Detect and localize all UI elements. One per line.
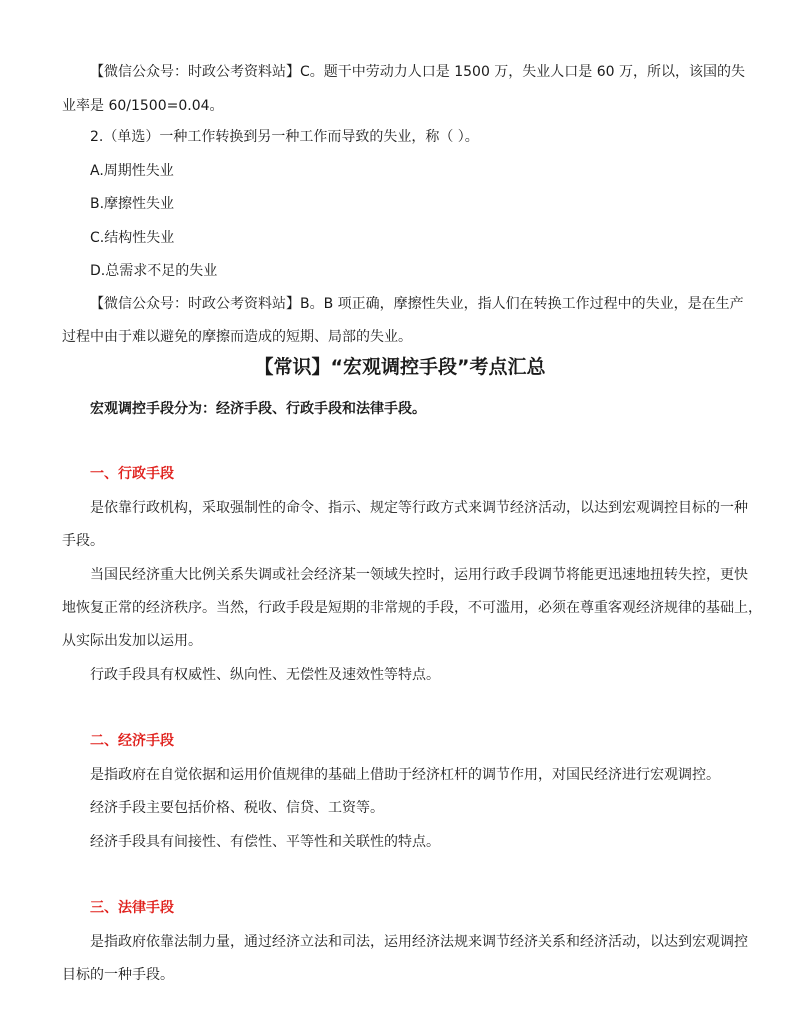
- section-3-heading: 三、法律手段: [90, 900, 174, 916]
- section-1-line-3: 当国民经济重大比例关系失调或社会经济某一领域失控时，运用行政手段调节将能更迅速地扭转失控，更快: [90, 567, 748, 583]
- q2-option-c: C.结构性失业: [90, 230, 175, 246]
- section-2-heading: 二、经济手段: [90, 733, 174, 749]
- section-3-line-1: 是指政府依靠法制力量，通过经济立法和司法，运用经济法规来调节经济关系和经济活动，以达到宏观调控: [90, 934, 748, 950]
- section-1-line-2: 手段。: [62, 533, 104, 549]
- section-2-line-3: 经济手段具有间接性、有偿性、平等性和关联性的特点。: [90, 834, 440, 850]
- section-1-line-6: 行政手段具有权威性、纵向性、无偿性及速效性等特点。: [90, 667, 440, 683]
- q2-answer-line-2: 过程中由于难以避免的摩擦而造成的短期、局部的失业。: [62, 329, 412, 345]
- section-1-line-5: 从实际出发加以运用。: [62, 633, 202, 649]
- section-3-line-2: 目标的一种手段。: [62, 967, 174, 983]
- q2-option-d: D.总需求不足的失业: [90, 263, 218, 279]
- page-title: 【常识】“宏观调控手段”考点汇总: [254, 356, 546, 378]
- q2-option-b: B.摩擦性失业: [90, 196, 175, 212]
- section-1-line-4: 地恢复正常的经济秩序。当然，行政手段是短期的非常规的手段，不可滥用，必须在尊重客观经济规律的基础上，: [62, 600, 762, 616]
- q2-stem: 2.（单选）一种工作转换到另一种工作而导致的失业，称（ ）。: [90, 129, 479, 145]
- section-2-line-1: 是指政府在自觉依据和运用价值规律的基础上借助于经济杠杆的调节作用，对国民经济进行宏观调控。: [90, 767, 720, 783]
- section-1-line-1: 是依靠行政机构，采取强制性的命令、指示、规定等行政方式来调节经济活动，以达到宏观调控目标的一种: [90, 500, 748, 516]
- q1-answer-line-2: 业率是 60/1500=0.04。: [62, 98, 224, 114]
- q2-option-a: A.周期性失业: [90, 163, 174, 179]
- q1-answer-line-1: 【微信公众号：时政公考资料站】C。题干中劳动力人口是 1500 万，失业人口是 60 万，所以，该国的失: [90, 64, 746, 80]
- intro-text: 宏观调控手段分为：经济手段、行政手段和法律手段。: [90, 401, 426, 417]
- q2-answer-line-1: 【微信公众号：时政公考资料站】B。B 项正确，摩擦性失业，指人们在转换工作过程中的失业，是在生产: [90, 296, 744, 312]
- section-1-heading: 一、行政手段: [90, 466, 174, 482]
- section-2-line-2: 经济手段主要包括价格、税收、信贷、工资等。: [90, 800, 384, 816]
